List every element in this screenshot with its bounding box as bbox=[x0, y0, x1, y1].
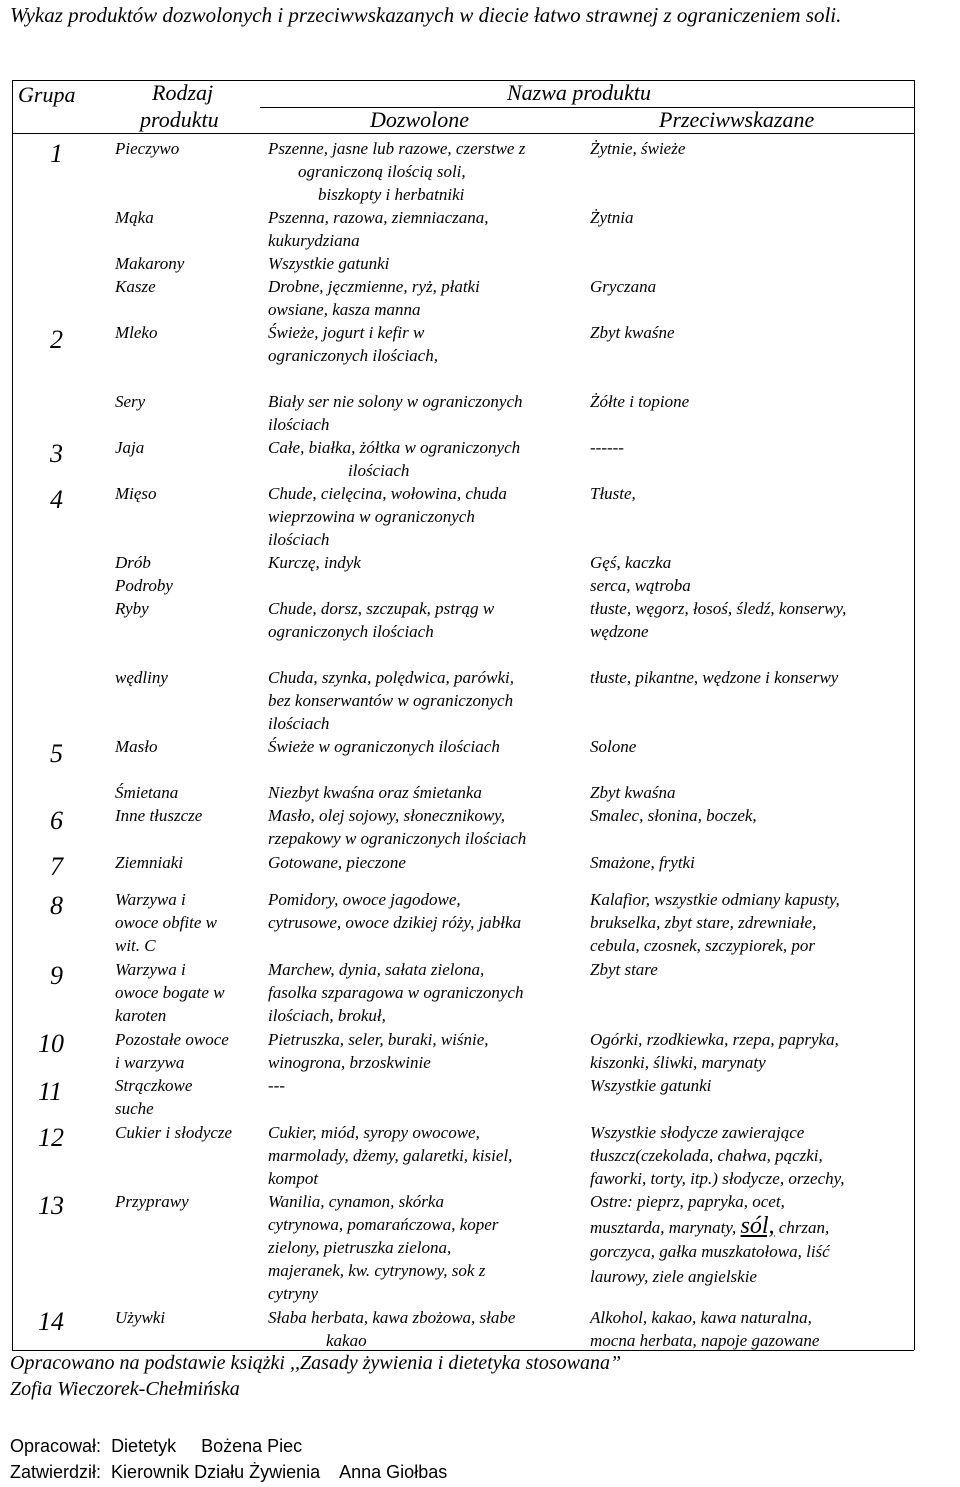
forbidden-product: gorczyca, gałka muszkatołowa, liść bbox=[590, 1242, 830, 1261]
allowed-product: Słaba herbata, kawa zbożowa, słabe bbox=[268, 1308, 516, 1327]
product-type: Mąka bbox=[115, 208, 154, 227]
header-divider bbox=[260, 107, 914, 108]
allowed-product: kukurydziana bbox=[268, 231, 360, 250]
text-fragment: musztarda, marynaty, bbox=[590, 1218, 741, 1237]
table-top-border bbox=[12, 80, 914, 81]
allowed-product: majeranek, kw. cytrynowy, sok z bbox=[268, 1261, 486, 1280]
allowed-product: Pszenne, jasne lub razowe, czerstwe z bbox=[268, 139, 526, 158]
forbidden-product: Zbyt kwaśna bbox=[590, 783, 676, 802]
allowed-product: ilościach bbox=[268, 714, 330, 733]
allowed-product: fasolka szparagowa w ograniczonych bbox=[268, 983, 524, 1002]
allowed-product: winogrona, brzoskwinie bbox=[268, 1053, 431, 1072]
allowed-product: ograniczonych ilościach, bbox=[268, 346, 438, 365]
forbidden-product: ------ bbox=[590, 438, 624, 457]
product-type: Warzywa i bbox=[115, 960, 186, 979]
header-forbidden: Przeciwwskazane bbox=[659, 107, 815, 132]
prepared-role: Dietetyk bbox=[111, 1436, 177, 1456]
product-type: Pozostałe owoce bbox=[115, 1030, 229, 1049]
allowed-product: Świeże, jogurt i kefir w bbox=[268, 323, 425, 342]
product-type: Mięso bbox=[115, 484, 157, 503]
footer-author: Zofia Wieczorek-Chełmińska bbox=[10, 1378, 240, 1400]
footer-source: Opracowano na podstawie książki ,,Zasady żywienia i dietetyka stosowana” bbox=[10, 1352, 622, 1374]
header-bottom-border bbox=[12, 133, 914, 134]
allowed-product: Chude, dorsz, szczupak, pstrąg w bbox=[268, 599, 495, 618]
allowed-product: wieprzowina w ograniczonych bbox=[268, 507, 475, 526]
forbidden-product: Smażone, frytki bbox=[590, 853, 695, 872]
product-type: Mleko bbox=[115, 323, 158, 342]
text-fragment: chrzan, bbox=[774, 1218, 830, 1237]
product-type: Używki bbox=[115, 1308, 166, 1327]
forbidden-product: Gryczana bbox=[590, 277, 657, 296]
forbidden-product: Żytnie, świeże bbox=[590, 139, 686, 158]
forbidden-product: Solone bbox=[590, 737, 637, 756]
allowed-product: Masło, olej sojowy, słonecznikowy, bbox=[268, 806, 506, 825]
forbidden-product: Ostre: pieprz, papryka, ocet, bbox=[590, 1192, 785, 1211]
approved-by bbox=[10, 1460, 447, 1484]
approved-name: Anna Giołbas bbox=[339, 1462, 448, 1482]
allowed-product: Niezbyt kwaśna oraz śmietanka bbox=[268, 783, 482, 802]
allowed-product: Pomidory, owoce jagodowe, bbox=[268, 890, 461, 909]
allowed-product: kakao bbox=[326, 1331, 367, 1350]
product-type: Cukier i słodycze bbox=[115, 1123, 233, 1142]
allowed-product: Wanilia, cynamon, skórka bbox=[268, 1192, 444, 1211]
highlighted-salt-word: sól, bbox=[740, 1213, 775, 1239]
allowed-product: cytrynowa, pomarańczowa, koper bbox=[268, 1215, 499, 1234]
header-type-line1: Rodzaj bbox=[152, 80, 214, 105]
product-type: Drób bbox=[115, 553, 151, 572]
forbidden-product: tłuste, węgorz, łosoś, śledź, konserwy, bbox=[590, 599, 847, 618]
allowed-product: ograniczonych ilościach bbox=[268, 622, 434, 641]
forbidden-product: Alkohol, kakao, kawa naturalna, bbox=[590, 1308, 812, 1327]
forbidden-product: Ogórki, rzodkiewka, rzepa, papryka, bbox=[590, 1030, 839, 1049]
approved-role: Kierownik Działu Żywienia bbox=[111, 1462, 321, 1482]
allowed-product: ograniczoną ilością soli, bbox=[298, 162, 466, 181]
header-type-line2: produktu bbox=[140, 107, 219, 132]
allowed-product: owsiane, kasza manna bbox=[268, 300, 421, 319]
forbidden-product bbox=[590, 1215, 829, 1239]
allowed-product: biszkopty i herbatniki bbox=[318, 185, 465, 204]
header-product-name: Nazwa produktu bbox=[507, 80, 652, 105]
prepared-by bbox=[10, 1434, 302, 1458]
product-type: wit. C bbox=[115, 936, 156, 955]
allowed-product: Kurczę, indyk bbox=[268, 553, 361, 572]
prepared-name: Bożena Piec bbox=[201, 1436, 303, 1456]
allowed-product: Wszystkie gatunki bbox=[268, 254, 390, 273]
product-type: Ryby bbox=[115, 599, 149, 618]
approved-label: Zatwierdził: bbox=[10, 1462, 102, 1482]
header-allowed: Dozwolone bbox=[370, 107, 469, 132]
forbidden-product: cebula, czosnek, szczypiorek, por bbox=[590, 936, 816, 955]
allowed-product: Świeże w ograniczonych ilościach bbox=[268, 737, 500, 756]
table-right-border bbox=[914, 80, 915, 1350]
allowed-product: Cukier, miód, syropy owocowe, bbox=[268, 1123, 480, 1142]
forbidden-product: faworki, torty, itp.) słodycze, orzechy, bbox=[590, 1169, 845, 1188]
group-number: 14 bbox=[38, 1307, 64, 1336]
product-type: karoten bbox=[115, 1006, 167, 1025]
allowed-product: ilościach bbox=[268, 530, 330, 549]
product-type: wędliny bbox=[115, 668, 168, 687]
group-number: 9 bbox=[50, 961, 63, 990]
product-type: Strączkowe bbox=[115, 1076, 193, 1095]
forbidden-product: tłuste, pikantne, wędzone i konserwy bbox=[590, 668, 839, 687]
forbidden-product: Wszystkie słodycze zawierające bbox=[590, 1123, 805, 1142]
product-type: Przyprawy bbox=[115, 1192, 189, 1211]
allowed-product: Gotowane, pieczone bbox=[268, 853, 406, 872]
prepared-label: Opracował: bbox=[10, 1436, 102, 1456]
document-title: Wykaz produktów dozwolonych i przeciwwskazanych w diecie łatwo strawnej z ograniczeniem soli. bbox=[10, 3, 842, 27]
product-type: Warzywa i bbox=[115, 890, 186, 909]
product-type: Śmietana bbox=[115, 783, 179, 802]
allowed-product: kompot bbox=[268, 1169, 319, 1188]
allowed-product: ilościach bbox=[348, 461, 410, 480]
group-number: 13 bbox=[38, 1191, 64, 1220]
allowed-product: Biały ser nie solony w ograniczonych bbox=[268, 392, 523, 411]
product-type: Makarony bbox=[115, 254, 185, 273]
allowed-product: Pszenna, razowa, ziemniaczana, bbox=[268, 208, 489, 227]
forbidden-product: wędzone bbox=[590, 622, 649, 641]
forbidden-product: serca, wątroba bbox=[590, 576, 691, 595]
forbidden-product: Wszystkie gatunki bbox=[590, 1076, 712, 1095]
product-type: Kasze bbox=[115, 277, 156, 296]
product-type: Ziemniaki bbox=[115, 853, 183, 872]
allowed-product: --- bbox=[268, 1076, 285, 1095]
product-type: suche bbox=[115, 1099, 154, 1118]
group-number: 7 bbox=[50, 852, 63, 881]
forbidden-product: brukselka, zbyt stare, zdrewniałe, bbox=[590, 913, 817, 932]
forbidden-product: tłuszcz(czekolada, chałwa, pączki, bbox=[590, 1146, 823, 1165]
table-left-border bbox=[12, 80, 13, 1350]
forbidden-product: Zbyt kwaśne bbox=[590, 323, 675, 342]
allowed-product: zielony, pietruszka zielona, bbox=[268, 1238, 452, 1257]
forbidden-product: Zbyt stare bbox=[590, 960, 658, 979]
allowed-product: ilościach, brokuł, bbox=[268, 1006, 386, 1025]
allowed-product: cytrusowe, owoce dzikiej róży, jabłka bbox=[268, 913, 522, 932]
product-type: Pieczywo bbox=[115, 139, 180, 158]
forbidden-product: Tłuste, bbox=[590, 484, 636, 503]
forbidden-product: kiszonki, śliwki, marynaty bbox=[590, 1053, 766, 1072]
allowed-product: Całe, białka, żółtka w ograniczonych bbox=[268, 438, 521, 457]
allowed-product: marmolady, dżemy, galaretki, kisiel, bbox=[268, 1146, 513, 1165]
group-number: 8 bbox=[50, 891, 63, 920]
allowed-product: cytryny bbox=[268, 1284, 319, 1303]
allowed-product: Marchew, dynia, sałata zielona, bbox=[268, 960, 485, 979]
group-number: 3 bbox=[50, 439, 63, 468]
group-number: 4 bbox=[50, 485, 63, 514]
group-number: 12 bbox=[38, 1123, 64, 1152]
product-type: owoce obfite w bbox=[115, 913, 217, 932]
allowed-product: Chude, cielęcina, wołowina, chuda bbox=[268, 484, 507, 503]
group-number: 10 bbox=[38, 1029, 64, 1058]
forbidden-product: laurowy, ziele angielskie bbox=[590, 1267, 757, 1286]
product-type: Sery bbox=[115, 392, 146, 411]
header-group: Grupa bbox=[18, 82, 76, 107]
group-number: 1 bbox=[50, 139, 63, 168]
group-number: 6 bbox=[50, 806, 63, 835]
allowed-product: rzepakowy w ograniczonych ilościach bbox=[268, 829, 527, 848]
group-number: 2 bbox=[50, 325, 63, 354]
allowed-product: ilościach bbox=[268, 415, 330, 434]
allowed-product: bez konserwantów w ograniczonych bbox=[268, 691, 514, 710]
forbidden-product: Żytnia bbox=[590, 208, 634, 227]
forbidden-product: mocna herbata, napoje gazowane bbox=[590, 1331, 820, 1350]
product-type: Podroby bbox=[115, 576, 173, 595]
allowed-product: Chuda, szynka, polędwica, parówki, bbox=[268, 668, 515, 687]
product-type: i warzywa bbox=[115, 1053, 185, 1072]
group-number: 11 bbox=[38, 1077, 63, 1106]
forbidden-product: Smalec, słonina, boczek, bbox=[590, 806, 757, 825]
forbidden-product: Żółte i topione bbox=[590, 392, 690, 411]
allowed-product: Drobne, jęczmienne, ryż, płatki bbox=[268, 277, 480, 296]
forbidden-product: Kalafior, wszystkie odmiany kapusty, bbox=[590, 890, 840, 909]
product-type: Masło bbox=[115, 737, 158, 756]
forbidden-product: Gęś, kaczka bbox=[590, 553, 672, 572]
allowed-product: Pietruszka, seler, buraki, wiśnie, bbox=[268, 1030, 489, 1049]
product-type: owoce bogate w bbox=[115, 983, 225, 1002]
group-number: 5 bbox=[50, 739, 63, 768]
product-type: Jaja bbox=[115, 438, 145, 457]
product-type: Inne tłuszcze bbox=[115, 806, 203, 825]
